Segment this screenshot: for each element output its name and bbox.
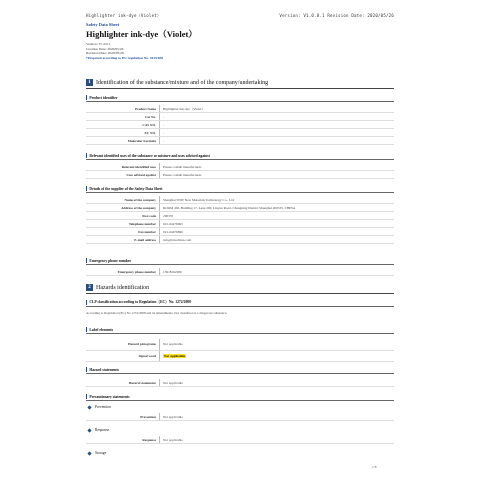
page-number: 1/8 — [372, 465, 377, 469]
uses-table — [86, 163, 394, 179]
table-row — [86, 268, 394, 276]
table-row — [86, 212, 394, 220]
sds-label: Safety Data Sheet — [86, 22, 120, 27]
row-key: Molecular Formula — [86, 137, 160, 145]
table-row — [86, 129, 394, 137]
precautionary-heading: Precautionary statements — [89, 394, 130, 399]
row-key: Uses advised against — [86, 171, 160, 179]
label-elements-table — [86, 339, 394, 362]
document-body — [86, 22, 394, 455]
clp-heading: CLP classification according to Regulation（EC）No. 1272/2008 — [89, 300, 191, 304]
subhead-bar — [86, 394, 87, 399]
emergency-table — [86, 268, 394, 276]
table-row — [86, 379, 394, 387]
uses-block — [86, 153, 394, 179]
product-identifier-heading: Product identifier — [89, 95, 118, 100]
table-row — [86, 220, 394, 228]
row-value: - — [160, 113, 395, 121]
table-row — [86, 436, 394, 444]
row-value: ROOM 402, Building 17, Lane 200, Linyun Road, Changning District Shanghai 200335, CHINA — [160, 204, 395, 212]
row-value: Highlighter ink-dye（Violet） — [160, 105, 395, 113]
row-value: - — [160, 129, 395, 137]
subhead-bar — [86, 300, 87, 305]
row-value: 021-64476695 — [160, 220, 395, 228]
diamond-icon — [87, 428, 91, 432]
row-key: Response — [86, 436, 160, 444]
document-title: Highlighter ink-dye（Violet） — [86, 29, 198, 39]
row-key: E-mail address — [86, 236, 160, 244]
subhead-bar — [86, 258, 87, 263]
row-key: Cat No. — [86, 113, 160, 121]
row-value: - — [160, 121, 395, 129]
table-row — [86, 121, 394, 129]
regulation-note: *Prepared according to EU regulation No. 2015/830 — [86, 55, 164, 60]
row-value: Not applicable — [160, 413, 395, 421]
row-value: Shanghai SNW New Materials Technology Co., Ltd. — [160, 196, 395, 204]
response-table — [86, 436, 394, 444]
signal-word-value: Not applicable — [164, 353, 186, 358]
row-key: Signal word — [86, 350, 160, 361]
row-value: Please consult manufacturer. — [160, 163, 395, 171]
storage-bullet — [86, 451, 394, 455]
diamond-icon — [87, 405, 91, 409]
product-identifier-block — [86, 95, 394, 145]
label-elements-heading: Label elements — [89, 327, 114, 332]
row-value: 021-64476696 — [160, 228, 395, 236]
section-1-number: 1 — [86, 79, 93, 86]
table-row — [86, 204, 394, 212]
clp-text: According to Regulation (EC) No 1272/2008 and its amendments, Not classified as a dangerous substance. — [86, 311, 228, 315]
product-identifier-table — [86, 105, 394, 145]
table-row — [86, 163, 394, 171]
row-key: Relevant identified uses — [86, 163, 160, 171]
row-key: Name of the company — [86, 196, 160, 204]
row-value: - — [160, 137, 395, 145]
document-meta — [86, 42, 394, 60]
row-value: 200335 — [160, 212, 395, 220]
uses-heading: Relevant identified uses of the substance or mixture and uses advised against — [89, 153, 210, 158]
row-key: Emergency phone number — [86, 268, 160, 276]
prevention-bullet — [86, 405, 394, 409]
supplier-table — [86, 196, 394, 244]
subhead-bar — [86, 153, 87, 158]
response-label: Response — [95, 428, 110, 432]
version-line: Version: V1.0.0.1 — [86, 42, 111, 46]
row-key: Hazard pictograms — [86, 339, 160, 350]
row-value: Please consult manufacturer. — [160, 171, 395, 179]
row-key: Hazard statements — [86, 379, 160, 387]
table-row — [86, 236, 394, 244]
row-key: EC NO. — [86, 129, 160, 137]
table-row — [86, 137, 394, 145]
row-key: Address of the company — [86, 204, 160, 212]
row-key: Post code — [86, 212, 160, 220]
row-value: Not applicable — [160, 339, 395, 350]
emergency-block — [86, 258, 394, 276]
row-key: Product Name — [86, 105, 160, 113]
hazard-statements-heading: Hazard statements — [89, 367, 119, 372]
label-elements-block — [86, 327, 394, 362]
supplier-block — [86, 186, 394, 244]
hazard-statements-table — [86, 379, 394, 387]
section-2-title: Hazards identification — [96, 284, 150, 291]
row-value: 13918162286 — [160, 268, 395, 276]
row-key: Prevention — [86, 413, 160, 421]
table-row — [86, 228, 394, 236]
header-version: Version: V1.0.0.1 Revision Date: 2020/05/26 — [279, 13, 394, 18]
table-row — [86, 339, 394, 350]
subhead-bar — [86, 367, 87, 372]
clp-block — [86, 300, 394, 315]
row-value: Not applicable — [160, 436, 395, 444]
section-2-number: 2 — [86, 284, 93, 291]
row-value: Not applicable — [160, 379, 395, 387]
section-2-header — [86, 284, 394, 294]
revision-date: Revision Date: 2020/05/26 — [86, 51, 124, 56]
table-row — [86, 413, 394, 421]
table-row — [86, 350, 394, 361]
hazard-statements-block — [86, 367, 394, 387]
header-product: Highlighter ink-dye（Violet） — [86, 13, 162, 18]
row-key: CAS NO. — [86, 121, 160, 129]
response-bullet — [86, 428, 394, 432]
precautionary-block — [86, 394, 394, 455]
storage-label: Storage — [95, 451, 107, 455]
diamond-icon — [87, 451, 91, 455]
prevention-label: Prevention — [95, 405, 111, 409]
supplier-heading: Details of the supplier of the Safety Data Sheet — [89, 186, 163, 191]
creation-date: Creation Date: 2020/05/26 — [86, 46, 124, 51]
subhead-bar — [86, 327, 87, 332]
running-header — [86, 13, 394, 19]
section-1-title: Identification of the substance/mixture and of the company/undertaking — [96, 79, 269, 86]
subhead-bar — [86, 95, 87, 100]
emergency-heading: Emergency phone number — [89, 258, 132, 263]
subhead-bar — [86, 186, 87, 191]
row-key: Fax number — [86, 228, 160, 236]
table-row — [86, 113, 394, 121]
section-1-header — [86, 79, 394, 89]
prevention-table — [86, 413, 394, 421]
table-row — [86, 196, 394, 204]
table-row — [86, 105, 394, 113]
row-key: Telephone number — [86, 220, 160, 228]
table-row — [86, 171, 394, 179]
row-value: info@snwchina.com — [160, 236, 395, 244]
